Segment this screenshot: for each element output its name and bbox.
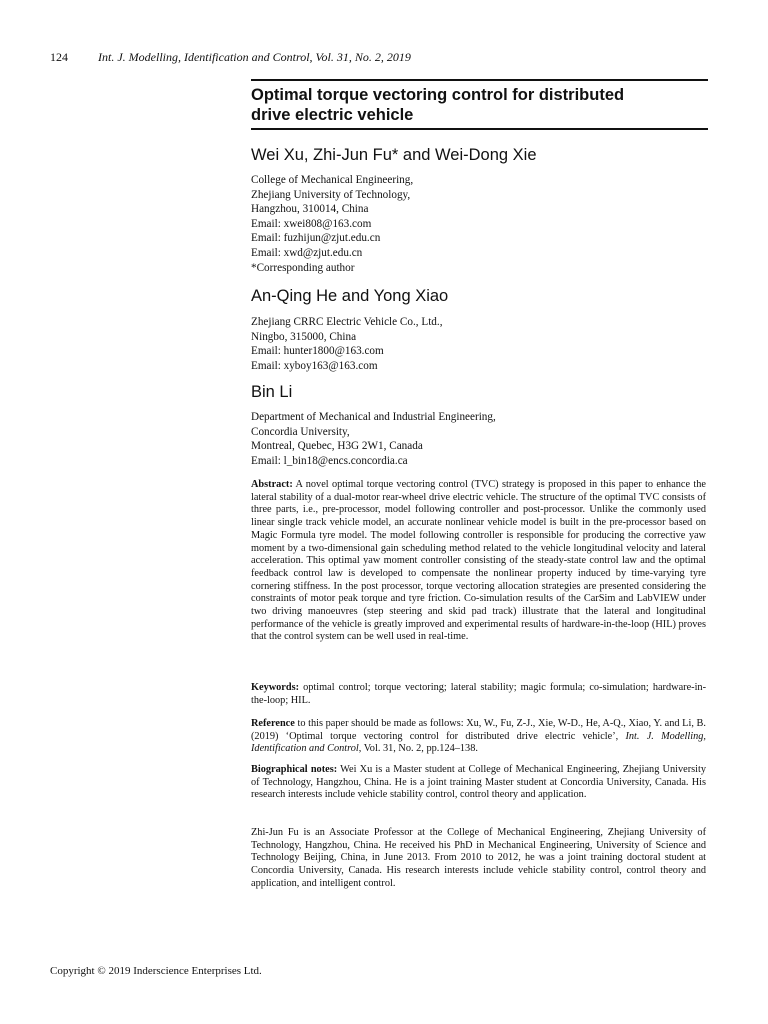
bio-text-1: Wei Xu is a Master student at College of Mechanical Engineering, Zhejiang University of Technology, Hangzhou, China. He is a joint training Master student at Concordia University, Canada. His research interests include vehicle stability control, control theory and application. bbox=[251, 764, 707, 801]
page-number: 124 bbox=[50, 50, 68, 64]
corresponding-author-note: *Corresponding author bbox=[251, 261, 355, 274]
email-line: Email: xwd@zjut.edu.cn bbox=[251, 246, 363, 259]
title-line-2: drive electric vehicle bbox=[251, 106, 414, 124]
running-head bbox=[50, 50, 730, 65]
email-line: Email: fuzhijun@zjut.edu.cn bbox=[251, 232, 381, 245]
affiliation-line: College of Mechanical Engineering, bbox=[251, 174, 414, 186]
title-bottom-rule bbox=[251, 128, 708, 130]
keywords-text: optimal control; torque vectoring; lateral stability; magic formula; co-simulation; hardware-in-the-loop; HIL. bbox=[251, 682, 707, 706]
biographical-notes-2: Zhi-Jun Fu is an Associate Professor at the College of Mechanical Engineering, Zhejiang University of Technology, Hangzhou, China. He received his PhD in Mechanical Engineering, University of Science and Technology Beijing, China, in June 2013. From 2010 to 2012, he was a joint training doctoral student at Concordia University, Canada. His research interests include vehicle stability control, control theory and application, and intelligent control. bbox=[251, 827, 706, 889]
keywords bbox=[251, 682, 706, 707]
email-line: Email: xwei808@163.com bbox=[251, 217, 372, 230]
copyright-notice: Copyright © 2019 Inderscience Enterprises Ltd. bbox=[50, 965, 262, 977]
abstract bbox=[251, 479, 706, 644]
reference-text-end: , Vol. 31, No. 2, pp.124–138. bbox=[358, 743, 478, 755]
affiliation-line: Montreal, Quebec, H3G 2W1, Canada bbox=[251, 440, 423, 453]
affiliation-line: Zhejiang University of Technology, bbox=[251, 188, 411, 201]
affiliation-line: Concordia University, bbox=[251, 425, 350, 438]
author-group-2-names: An-Qing He and Yong Xiao bbox=[251, 287, 449, 305]
author-group-1-affiliation bbox=[251, 173, 706, 275]
keywords-label: Keywords: bbox=[251, 682, 300, 693]
title-top-rule bbox=[251, 79, 708, 81]
author-group-2-affiliation bbox=[251, 315, 706, 373]
affiliation-line: Zhejiang CRRC Electric Vehicle Co., Ltd., bbox=[251, 316, 443, 328]
author-group-3-names: Bin Li bbox=[251, 383, 293, 401]
reference-journal: Int. J. Modelling, Identification and Control bbox=[251, 730, 706, 755]
biographical-notes bbox=[251, 764, 706, 802]
reference-label: Reference bbox=[251, 718, 295, 729]
email-line: Email: xyboy163@163.com bbox=[251, 359, 378, 372]
author-group-1-names: Wei Xu, Zhi-Jun Fu* and Wei-Dong Xie bbox=[251, 146, 537, 164]
paper-title bbox=[251, 85, 706, 125]
reference-text: to this paper should be made as follows: Xu, W., Fu, Z-J., Xie, W-D., He, A-Q., Xiao, Y. and Li, B. (2019) ‘Optimal torque vectoring control for distributed drive electric vehicle’, bbox=[251, 718, 706, 742]
affiliation-line: Hangzhou, 310014, China bbox=[251, 203, 369, 216]
affiliation-line: Department of Mechanical and Industrial Engineering, bbox=[251, 411, 496, 423]
bio-label: Biographical notes: bbox=[251, 764, 338, 775]
journal-citation: Int. J. Modelling, Identification and Control, Vol. 31, No. 2, 2019 bbox=[98, 50, 411, 64]
affiliation-line: Ningbo, 315000, China bbox=[251, 330, 357, 343]
reference bbox=[251, 718, 706, 756]
email-line: Email: hunter1800@163.com bbox=[251, 345, 384, 358]
email-line: Email: l_bin18@encs.concordia.ca bbox=[251, 454, 408, 467]
abstract-label: Abstract: bbox=[251, 479, 293, 490]
abstract-text: A novel optimal torque vectoring control (TVC) strategy is proposed in this paper to enhance the lateral stability of a dual-motor rear-wheel drive electric vehicle. The structure of the optimal TVC consists of three parts, i.e., pre-processor, model following controller and post-processor. Unlike the commonly used linear single track vehicle model, an accurate nonlinear vehicle model is built in the pre-processor based on Magic Formula tyre model. The model following controller is responsible for producing the corrective yaw moment by a two-dimensional gain scheduling method related to the vehicle longitudinal velocity and lateral acceleration. This optimal yaw moment controller consisting of the steady-state control law and the optimal feedback control law is developed to compensate the nonlinear property induced by time-varying tyre cornering stiffness. In the post processor, torque vectoring allocation strategies are presented considering the constraints of motor peak torque and tyre friction. Co-simulation results of the CarSim and LabVIEW under two driving manoeuvres (step steering and skid pad track) illustrate that the lateral and longitudinal performance of the vehicle is greatly improved and experimental results of hardware-in-the-loop (HIL) proves that the control system can be well used in real-time. bbox=[251, 479, 706, 643]
author-group-3-affiliation bbox=[251, 410, 706, 468]
title-line-1: Optimal torque vectoring control for distributed bbox=[251, 86, 625, 104]
